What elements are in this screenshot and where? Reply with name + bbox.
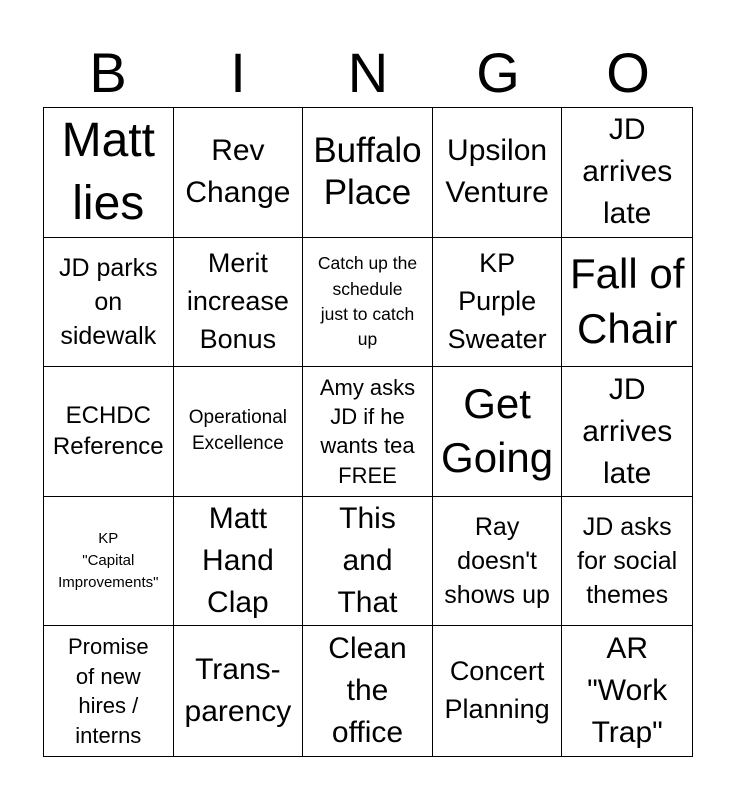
bingo-cell[interactable] bbox=[433, 238, 563, 368]
bingo-cell[interactable] bbox=[174, 497, 304, 627]
cell-text: KP "Capital Improvements" bbox=[58, 530, 159, 591]
bingo-cell[interactable] bbox=[433, 367, 563, 497]
cell-text: Promise of new hires / interns bbox=[67, 634, 149, 748]
header-letter-n: N bbox=[347, 41, 389, 104]
cell-text: Amy asks JD if he wants tea FREE bbox=[319, 374, 416, 488]
cell-text: Catch up the schedule just to catch up bbox=[317, 253, 418, 350]
bingo-cell[interactable] bbox=[433, 626, 563, 756]
bingo-cell[interactable] bbox=[44, 367, 174, 497]
cell-text: AR "Work Trap" bbox=[587, 632, 668, 750]
cell-text: JD asks for social themes bbox=[577, 513, 678, 610]
bingo-cell[interactable] bbox=[174, 367, 304, 497]
bingo-cell[interactable] bbox=[174, 238, 304, 368]
bingo-cell[interactable] bbox=[303, 497, 433, 627]
cell-text: Concert Planning bbox=[444, 656, 550, 725]
cell-text: Merit increase Bonus bbox=[186, 248, 289, 354]
bingo-cell[interactable] bbox=[562, 108, 692, 238]
bingo-cell[interactable] bbox=[562, 626, 692, 756]
cell-text: This and That bbox=[337, 502, 398, 620]
header-letter-o: O bbox=[606, 41, 650, 104]
cell-text: Matt Hand Clap bbox=[202, 502, 274, 620]
cell-text: Buffalo Place bbox=[313, 131, 422, 213]
cell-text: JD arrives late bbox=[582, 372, 673, 490]
bingo-cell[interactable] bbox=[562, 367, 692, 497]
header-letter-i: I bbox=[230, 41, 246, 104]
bingo-cell[interactable] bbox=[174, 626, 304, 756]
cell-text: ECHDC Reference bbox=[52, 402, 164, 461]
bingo-board bbox=[43, 107, 693, 757]
header-letter-b: B bbox=[89, 41, 127, 104]
bingo-cell[interactable] bbox=[562, 497, 692, 627]
bingo-cell[interactable] bbox=[44, 497, 174, 627]
cell-text: Fall of Chair bbox=[570, 250, 685, 352]
cell-text: Matt lies bbox=[61, 113, 155, 231]
cell-text: KP Purple Sweater bbox=[447, 248, 547, 354]
cell-text: Operational Excellence bbox=[188, 406, 287, 455]
bingo-cell[interactable] bbox=[303, 626, 433, 756]
bingo-cell[interactable] bbox=[433, 497, 563, 627]
cell-text: Trans- parency bbox=[184, 653, 292, 729]
bingo-cell[interactable] bbox=[303, 238, 433, 368]
cell-text: JD parks on sidewalk bbox=[58, 253, 158, 350]
cell-text: Ray doesn't shows up bbox=[444, 513, 550, 610]
bingo-cell[interactable] bbox=[44, 626, 174, 756]
cell-text: Clean the office bbox=[328, 632, 407, 750]
bingo-header bbox=[43, 40, 693, 106]
bingo-cell[interactable] bbox=[44, 238, 174, 368]
cell-text: Rev Change bbox=[185, 134, 291, 210]
bingo-cell[interactable] bbox=[303, 108, 433, 238]
cell-text: Upsilon Venture bbox=[445, 134, 549, 210]
bingo-cell[interactable] bbox=[303, 367, 433, 497]
bingo-cell[interactable] bbox=[433, 108, 563, 238]
header-letter-g: G bbox=[476, 41, 520, 104]
cell-text: JD arrives late bbox=[582, 113, 673, 231]
bingo-cell[interactable] bbox=[44, 108, 174, 238]
cell-text: Get Going bbox=[441, 379, 554, 482]
bingo-cell[interactable] bbox=[174, 108, 304, 238]
bingo-cell[interactable] bbox=[562, 238, 692, 368]
